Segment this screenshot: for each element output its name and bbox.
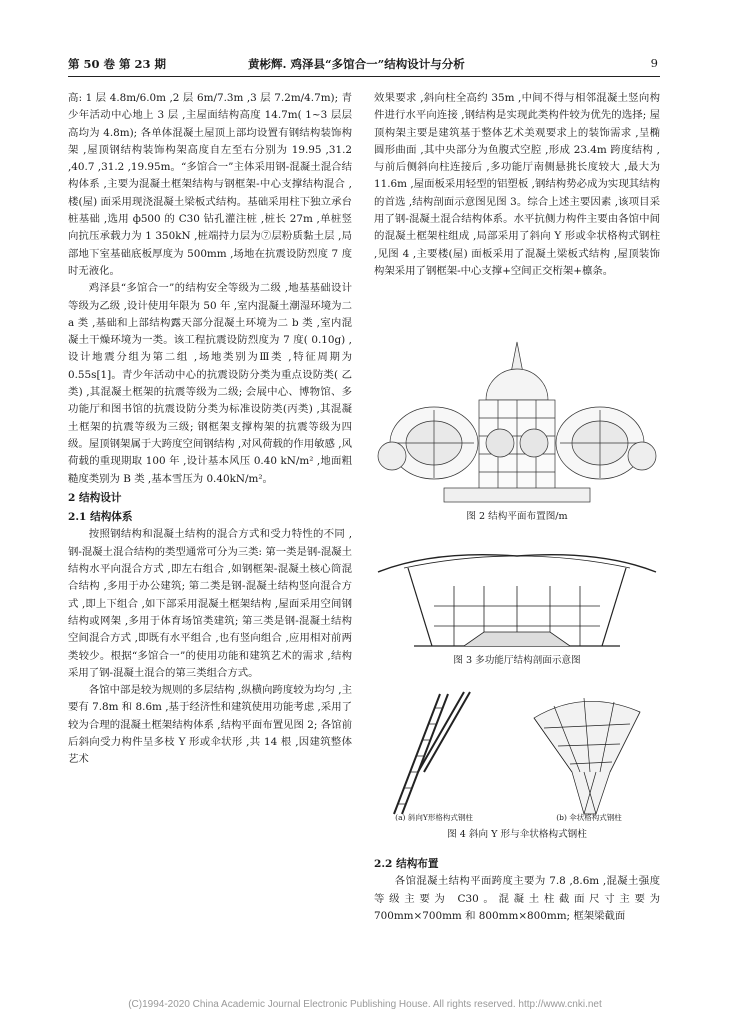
paragraph: 各馆中部是较为规则的多层结构 ,纵横向跨度较为均匀 ,主要有 7.8m 和 8.6m ,基于经济性和建筑使用功能考虑 ,采用了较为合理的混凝土框架结构体系 ,结构平面布置见图 2; 各馆前后斜向受力构件呈多枝 Y 形或伞状形 ,共 14 根 ,因建筑整体艺术: [68, 684, 352, 766]
page-number: 9: [650, 56, 658, 70]
paragraph: 高: 1 层 4.8m/6.0m ,2 层 6m/7.3m ,3 层 7.2m/4.7m); 青少年活动中心地上 3 层 ,主屋面结构高度 14.7m( 1~3 层层高均为 4.8m); 各单体混凝土屋顶上部均设置有钢结构装饰构架 ,屋顶钢结构装饰构架高度自左至右分别为 19.95 ,31.2 ,40.7 ,31.2 ,19.95m。“多馆合一”主体采用钢-混凝土混合结构体系 ,主要为混凝土框架结构与钢框架-中心支撑结构混合 ,楼(屋) 面采用现浇混凝土梁板式结构。基础采用柱下独立承台桩基础 ,选用 ф500 的 C30 钻孔灌注桩 ,桩长 27m ,单桩竖向抗压承载力为 1 350kN ,桩端持力层为⑦层粉质黏土层 ,局部地下室基础底板厚度为 500mm ,场地在抗震设防烈度 7 度时无液化。: [68, 92, 352, 277]
copyright-footer: (C)1994-2020 China Academic Journal Electronic Publishing House. All rights reserved. http://www.cnki.net: [128, 999, 602, 1010]
figure-4a-label: (a) 斜向Y形格构式钢柱: [395, 813, 473, 822]
header-rule: [68, 76, 660, 77]
right-column-top: [374, 90, 660, 280]
subsection-heading: 2.1 结构体系: [68, 511, 133, 524]
running-title: 黄彬辉. 鸡泽县“多馆合一”结构设计与分析: [248, 57, 465, 71]
figure-4: [374, 688, 660, 842]
left-column: [68, 90, 352, 769]
steel-columns-drawing: [374, 688, 660, 828]
plan-svg: [374, 338, 660, 510]
columns-svg: [374, 688, 660, 828]
structural-plan-drawing: [374, 338, 660, 510]
figure-3: [374, 546, 660, 668]
right-column-bottom: [374, 854, 660, 925]
figure-4-caption: 图 4 斜向 Y 形与伞状格构式钢柱: [447, 829, 587, 840]
paragraph: 按照钢结构和混凝土结构的混合方式和受力特性的不同 ,钢-混凝土混合结构的类型通常可分为三类: 第一类是钢-混凝土结构水平向混合方式 ,即左右组合 ,如钢框架-混凝土核心筒混合结构 ,多用于办公建筑; 第二类是钢-混凝土结构竖向混合方式 ,即上下组合 ,如下部采用混凝土框架结构 ,屋面采用空间钢结构或网架 ,多用于体育场馆类建筑; 第三类是钢-混凝土结构空间混合方式 ,即既有水平组合 ,也有竖向组合 ,应用相对前两类较少。根据“多馆合一”的使用功能和建筑艺术的需求 ,结构采用了钢-混凝土混合的第三类组合方式。: [68, 528, 352, 679]
paragraph: 效果要求 ,斜向柱全高约 35m ,中间不得与相邻混凝土竖向构件进行水平向连接 ,钢结构是实现此类构件较为优先的选择; 屋顶构架主要是建筑基于整体艺术美观要求上的装饰需求 ,呈椭圆形曲面 ,其中央部分为鱼腹式空腔 ,形成 23.4m 跨度结构 ,与前后侧斜向柱连接后 ,多功能厅南侧悬挑长度较大 ,最大为 11.6m ,屋面板采用轻型的铝塑板 ,钢结构势必成为实现其结构的首选 ,结构剖面示意图见图 3。综合上述主要因素 ,该项目采用了钢-混凝土混合结构体系。水平抗侧力构件主要由各馆中间的混凝土框架柱组成 ,局部采用了斜向 Y 形或伞状格构式钢柱 ,见图 4 ,主要楼(屋) 面板采用了混凝土梁板式结构 ,屋顶装饰构架采用了钢框架-中心支撑+空间正交桁架+檩条。: [374, 92, 660, 277]
figure-2: [374, 338, 660, 524]
journal-volume: 第 50 卷 第 23 期: [68, 57, 167, 71]
figure-4b-label: (b) 伞状格构式钢柱: [556, 813, 622, 822]
paragraph: 鸡泽县“多馆合一”的结构安全等级为二级 ,地基基础设计等级为乙级 ,设计使用年限为 50 年 ,室内混凝土潮湿环境为二 a 类 ,基础和上部结构露天部分混凝土环境为二 b 类 ,室内混凝土干燥环境为一类。该工程抗震设防烈度为 7 度( 0.10g) ,设计地震分组为第二组 ,场地类别为Ⅲ类 ,特征周期为 0.55s[1]。青少年活动中心的抗震设防分类为重点设防类( 乙类) ,其混凝土框架的抗震等级为二级; 会展中心、博物馆、多功能厅和图书馆的抗震设防分类为标准设防类(丙类) ,其混凝土框架的抗震等级为三级; 钢框架支撑构架的抗震等级为四级。屋顶钢架属于大跨度空间钢结构 ,对风荷载的作用敏感 ,风荷载的重现期取 100 年 ,设计基本风压 0.40 kN/m² ,地面粗糙度类别为 B 类 ,基本雪压为 0.40kN/m²。: [68, 282, 352, 485]
figure-3-caption: 图 3 多功能厅结构剖面示意图: [453, 655, 581, 666]
subsection-heading: 2.2 结构布置: [374, 858, 439, 870]
paragraph: 各馆混凝土结构平面跨度主要为 7.8 ,8.6m ,混凝土强度等级主要为 C30。混凝土柱截面尺寸主要为 700mm×700mm 和 800mm×800mm; 框架梁截面: [374, 875, 660, 922]
section-heading: 2 结构设计: [68, 491, 122, 504]
section-svg: [374, 546, 660, 654]
running-header: [68, 56, 658, 74]
section-drawing: [374, 546, 660, 654]
figure-2-caption: 图 2 结构平面布置图/m: [466, 511, 568, 522]
